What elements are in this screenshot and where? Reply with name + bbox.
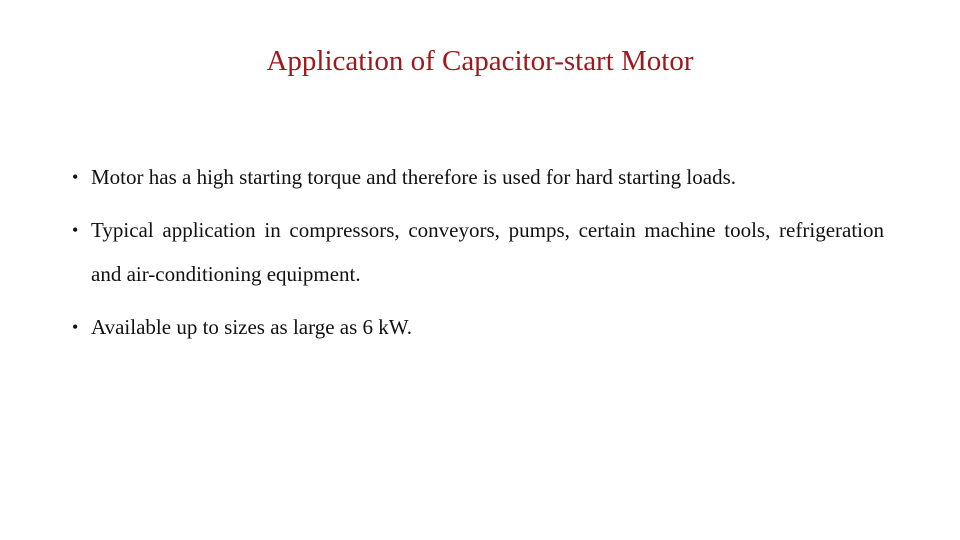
bullet-item — [72, 209, 884, 296]
bullet-point-icon: • — [72, 316, 79, 337]
bullet-text: Typical application in compressors, conveyors, pumps, certain machine tools, refrigeration and air-conditioning equipment. — [91, 218, 884, 286]
bullet-text: Available up to sizes as large as 6 kW. — [91, 314, 412, 339]
bullet-item — [72, 156, 884, 200]
slide-title: Application of Capacitor-start Motor — [266, 45, 694, 77]
bullet-list — [72, 156, 884, 349]
bullet-item — [72, 306, 884, 350]
bullet-text: Motor has a high starting torque and therefore is used for hard starting loads. — [91, 165, 737, 189]
bullet-point-icon: • — [72, 167, 79, 187]
bullet-point-icon: • — [72, 220, 79, 240]
